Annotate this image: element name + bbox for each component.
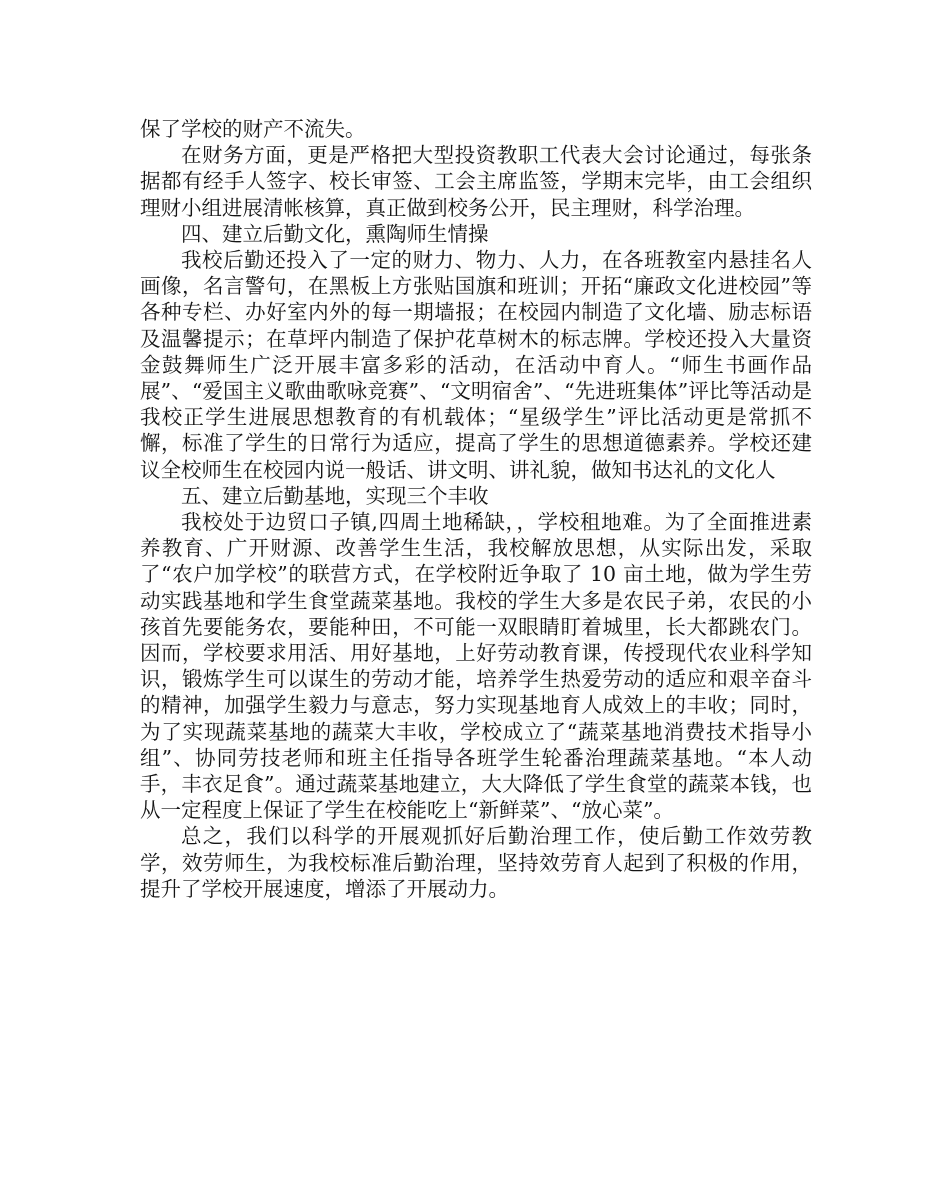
paragraph-continuation: 保了学校的财产不流失。 <box>140 117 366 141</box>
paragraph-finance: 在财务方面，更是严格把大型投资教职工代表大会讨论通过，每张条据都有经手人签字、校长审签、工会主席监签，学期末完毕，由工会组织理财小组进展清帐核算，真正做到校务公开，民主理财，科学治理。 <box>140 143 812 220</box>
document-body <box>140 116 812 902</box>
paragraph-base: 我校处于边贸口子镇,四周土地稀缺，，学校租地难。为了全面推进素养教育、广开财源、改善学生生活，我校解放思想，从实际出发，采取了“农户加学校”的联营方式，在学校附近争取了 10 亩土地，做为学生劳动实践基地和学生食堂蔬菜基地。我校的学生大多是农民子弟，农民的小孩首先要能务农，要能种田，不可能一双眼睛盯着城里，长大都跳农门。因而，学校要求用活、用好基地，上好劳动教育课，传授现代农业科学知识，锻炼学生可以谋生的劳动才能，培养学生热爱劳动的适应和艰辛奋斗的精神，加强学生毅力与意志，努力实现基地育人成效上的丰收；同时，为了实现蔬菜基地的蔬菜大丰收，学校成立了“蔬菜基地消费技术指导小组”、协同劳技老师和班主任指导各班学生轮番治理蔬菜基地。“本人动手，丰衣足食”。通过蔬菜基地建立，大大降低了学生食堂的蔬菜本钱，也从一定程度上保证了学生在校能吃上“新鲜菜”、“放心菜”。 <box>140 510 812 823</box>
section-heading-culture: 四、建立后勤文化，熏陶师生情操 <box>181 221 489 246</box>
section-heading-base: 五、建立后勤基地，实现三个丰收 <box>181 483 489 508</box>
paragraph-conclusion: 总之，我们以科学的开展观抓好后勤治理工作，使后勤工作效劳教学，效劳师生，为我校标准后勤治理，坚持效劳育人起到了积极的作用，提升了学校开展速度，增添了开展动力。 <box>140 824 812 901</box>
paragraph-culture: 我校后勤还投入了一定的财力、物力、人力，在各班教室内悬挂名人画像，名言警句，在黑板上方张贴国旗和班训；开拓“廉政文化进校园”等各种专栏、办好室内外的每一期墙报；在校园内制造了文化墙、励志标语及温馨提示；在草坪内制造了保护花草树木的标志牌。学校还投入大量资金鼓舞师生广泛开展丰富多彩的活动，在活动中育人。“师生书画作品展”、“爱国主义歌曲歌咏竞赛”、“文明宿舍”、“先进班集体”评比等活动是我校正学生进展思想教育的有机载体；“星级学生”评比活动更是常抓不懈，标准了学生的日常行为适应，提高了学生的思想道德素养。学校还建议全校师生在校园内说一般话、讲文明、讲礼貌，做知书达礼的文化人 <box>140 248 812 482</box>
